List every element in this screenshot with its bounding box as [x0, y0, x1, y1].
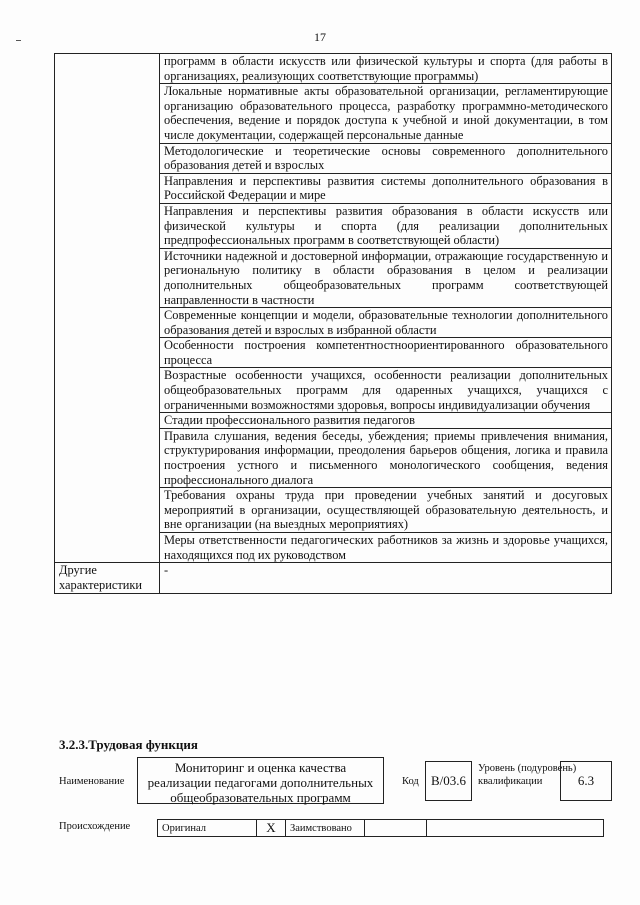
- knowledge-cell: Требования охраны труда при проведении учебных занятий и досуговых мероприятий в организации, осуществляющей образовательную деятельность, и вне организации (на выездных мероприятиях): [160, 488, 612, 533]
- knowledge-cell: Стадии профессионального развития педагогов: [160, 413, 612, 429]
- knowledge-cell: Источники надежной и достоверной информации, отражающие государственную и региональную политику в области образования в целом и реализации дополнительных общеобразовательных программ соответствующей направленности в частности: [160, 248, 612, 307]
- origin-label: Происхождение: [59, 821, 131, 832]
- knowledge-cell: Направления и перспективы развития образования в области искусств или физической культуры и спорта (для реализации дополнительных предпрофессиональных программ в соответствующей области): [160, 203, 612, 248]
- other-characteristics-label: Другие характеристики: [55, 563, 160, 594]
- origin-table: [157, 819, 604, 837]
- origin-row: [158, 820, 604, 837]
- level-field: 6.3: [560, 761, 612, 801]
- knowledge-cell: программ в области искусств или физической культуры и спорта (для работы в организациях, реализующих соответствующие программы): [160, 54, 612, 84]
- knowledge-cell: Современные концепции и модели, образовательные технологии дополнительного образования детей и взрослых в избранной области: [160, 308, 612, 338]
- code-field: В/03.6: [425, 761, 472, 801]
- left-cell-empty: [55, 54, 160, 563]
- knowledge-table: [54, 53, 612, 594]
- knowledge-cell: Методологические и теоретические основы современного дополнительного образования детей и взрослых: [160, 143, 612, 173]
- name-label: Наименование: [59, 776, 125, 787]
- other-characteristics-row: [55, 563, 612, 594]
- origin-empty-cell: [427, 820, 604, 837]
- section-title: 3.2.3.Трудовая функция: [59, 737, 198, 752]
- knowledge-cell: Особенности построения компетентностноориентированного образовательного процесса: [160, 338, 612, 368]
- code-label: Код: [402, 776, 419, 787]
- knowledge-cell: Направления и перспективы развития системы дополнительного образования в Российской Федерации и мире: [160, 173, 612, 203]
- knowledge-cell: Возрастные особенности учащихся, особенности реализации дополнительных общеобразовательных программ для одаренных учащихся, учащихся с ограниченными возможностями здоровья, вопросы индивидуализации обучения: [160, 368, 612, 413]
- origin-mark: X: [257, 820, 286, 837]
- knowledge-cell: Меры ответственности педагогических работников за жизнь и здоровье учащихся, находящихся под их руководством: [160, 533, 612, 563]
- table-row: [55, 54, 612, 84]
- knowledge-cell: Правила слушания, ведения беседы, убеждения; приемы привлечения внимания, структурирования информации, преодоления барьеров общения, логика и правила построения устного и письменного монологического сообщения, ведения профессионального диалога: [160, 428, 612, 487]
- origin-empty-cell: [365, 820, 427, 837]
- origin-original: Оригинал: [158, 820, 257, 837]
- name-field: Мониторинг и оценка качества реализации педагогами дополнительных общеобразовательных программ: [137, 757, 384, 804]
- page-number: 17: [314, 30, 326, 44]
- margin-mark: [16, 40, 21, 41]
- other-characteristics-value: -: [160, 563, 612, 594]
- level-label: Уровень (подуровень) квалификации: [478, 763, 577, 787]
- knowledge-cell: Локальные нормативные акты образовательной организации, регламентирующие организацию образовательного процесса, разработку программно-методического обеспечения, ведение и порядок доступа к учебной и иной документации, в том числе документации, содержащей персональные данные: [160, 84, 612, 143]
- origin-borrowed: Заимствовано: [286, 820, 365, 837]
